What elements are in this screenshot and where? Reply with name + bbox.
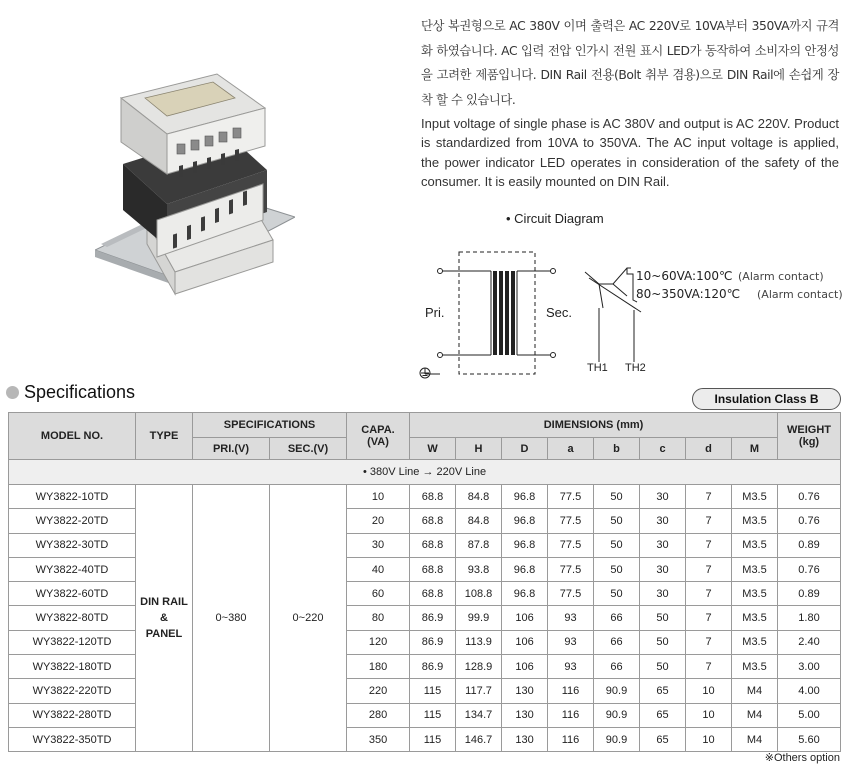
- dim-b-cell: 90.9: [594, 679, 640, 703]
- dim-c-cell: 30: [640, 533, 686, 557]
- dim-b-cell: 50: [594, 485, 640, 509]
- capa-cell: 180: [347, 655, 410, 679]
- circuit-diagram-title: • Circuit Diagram: [506, 211, 604, 226]
- capa-cell: 220: [347, 679, 410, 703]
- dim-h-cell: 108.8: [456, 582, 502, 606]
- dim-d-cell: 96.8: [502, 485, 548, 509]
- capa-cell: 120: [347, 630, 410, 654]
- table-row: [9, 557, 841, 581]
- bullet-dot-icon: [6, 386, 19, 399]
- type-line: &: [160, 612, 168, 625]
- dim-w-cell: 68.8: [410, 557, 456, 581]
- header-dimensions: DIMENSIONS (mm): [410, 413, 778, 438]
- dim-b-cell: 66: [594, 655, 640, 679]
- dim-d-small-cell: 7: [686, 509, 732, 533]
- dim-a-cell: 77.5: [548, 485, 594, 509]
- dim-c-cell: 65: [640, 703, 686, 727]
- primary-label: Pri.: [425, 305, 445, 320]
- dim-m-cell: M3.5: [732, 557, 778, 581]
- table-row: [9, 655, 841, 679]
- header-capa: [347, 413, 410, 460]
- dim-c-cell: 30: [640, 485, 686, 509]
- alarm-note-1-sub: (Alarm contact): [738, 270, 824, 283]
- header-dim-w: W: [410, 438, 456, 460]
- table-row: [9, 606, 841, 630]
- alarm-note-2: 80~350VA:120℃: [636, 287, 741, 301]
- header-pri: PRI.(V): [193, 438, 270, 460]
- dim-d-cell: 130: [502, 679, 548, 703]
- dim-w-cell: 86.9: [410, 655, 456, 679]
- circuit-diagram: [413, 238, 848, 383]
- dim-h-cell: 146.7: [456, 727, 502, 751]
- dim-d-small-cell: 7: [686, 655, 732, 679]
- insulation-class-badge: Insulation Class B: [692, 388, 841, 410]
- table-row: [9, 509, 841, 533]
- dim-d-small-cell: 10: [686, 679, 732, 703]
- dim-h-cell: 99.9: [456, 606, 502, 630]
- dim-m-cell: M3.5: [732, 582, 778, 606]
- dim-d-cell: 96.8: [502, 533, 548, 557]
- dim-c-cell: 50: [640, 606, 686, 630]
- dim-c-cell: 50: [640, 655, 686, 679]
- model-cell: WY3822-60TD: [9, 582, 136, 606]
- weight-cell: 0.76: [778, 509, 841, 533]
- dim-d-small-cell: 10: [686, 703, 732, 727]
- specifications-title: Specifications: [24, 382, 136, 402]
- sec-cell: 0~220: [270, 485, 347, 752]
- table-row: [9, 533, 841, 557]
- dim-w-cell: 68.8: [410, 485, 456, 509]
- header-type: TYPE: [136, 413, 193, 460]
- dim-d-small-cell: 7: [686, 630, 732, 654]
- dim-m-cell: M3.5: [732, 533, 778, 557]
- dim-m-cell: M4: [732, 679, 778, 703]
- weight-cell: 0.89: [778, 582, 841, 606]
- dim-d-cell: 106: [502, 630, 548, 654]
- dim-d-cell: 106: [502, 655, 548, 679]
- header-dim-m: M: [732, 438, 778, 460]
- header-model: MODEL NO.: [9, 413, 136, 460]
- header-sec: SEC.(V): [270, 438, 347, 460]
- weight-cell: 0.76: [778, 557, 841, 581]
- dim-w-cell: 115: [410, 679, 456, 703]
- weight-cell: 5.60: [778, 727, 841, 751]
- dim-h-cell: 84.8: [456, 485, 502, 509]
- dim-h-cell: 93.8: [456, 557, 502, 581]
- dim-d-small-cell: 7: [686, 582, 732, 606]
- dim-d-small-cell: 7: [686, 606, 732, 630]
- weight-cell: 4.00: [778, 679, 841, 703]
- type-line: DIN RAIL: [140, 596, 188, 609]
- dim-h-cell: 134.7: [456, 703, 502, 727]
- model-cell: WY3822-350TD: [9, 727, 136, 751]
- dim-d-small-cell: 7: [686, 485, 732, 509]
- dim-b-cell: 50: [594, 509, 640, 533]
- dim-a-cell: 93: [548, 606, 594, 630]
- dim-d-cell: 96.8: [502, 557, 548, 581]
- dim-w-cell: 68.8: [410, 509, 456, 533]
- others-option-note: ※Others option: [764, 752, 840, 764]
- capa-cell: 80: [347, 606, 410, 630]
- type-line: PANEL: [145, 628, 183, 641]
- dim-b-cell: 50: [594, 533, 640, 557]
- dim-b-cell: 50: [594, 557, 640, 581]
- dim-w-cell: 68.8: [410, 582, 456, 606]
- model-cell: WY3822-280TD: [9, 703, 136, 727]
- description-english: Input voltage of single phase is AC 380V and output is AC 220V. Product is standardized from 10VA to 350VA. The AC input voltage is applied, the power indicator LED operates in consideration of the safety of the consumer. It is easily mounted on DIN Rail.: [421, 116, 839, 189]
- secondary-label: Sec.: [546, 305, 573, 320]
- dim-b-cell: 66: [594, 630, 640, 654]
- dim-d-cell: 96.8: [502, 582, 548, 606]
- model-cell: WY3822-220TD: [9, 679, 136, 703]
- dim-a-cell: 77.5: [548, 557, 594, 581]
- dim-a-cell: 93: [548, 655, 594, 679]
- model-cell: WY3822-120TD: [9, 630, 136, 654]
- type-cell: [136, 485, 193, 752]
- dim-c-cell: 65: [640, 679, 686, 703]
- specifications-header: [6, 382, 135, 403]
- header-dim-h: H: [456, 438, 502, 460]
- header-weight-label: WEIGHT: [787, 424, 832, 436]
- table-row: [9, 485, 841, 509]
- dim-a-cell: 93: [548, 630, 594, 654]
- capa-cell: 30: [347, 533, 410, 557]
- dim-d-small-cell: 10: [686, 727, 732, 751]
- header-capa-label: CAPA.: [361, 424, 395, 436]
- header-dim-c: c: [640, 438, 686, 460]
- table-row: [9, 727, 841, 751]
- dim-h-cell: 84.8: [456, 509, 502, 533]
- model-cell: WY3822-30TD: [9, 533, 136, 557]
- table-row: [9, 679, 841, 703]
- dim-b-cell: 90.9: [594, 727, 640, 751]
- dim-c-cell: 30: [640, 509, 686, 533]
- dim-b-cell: 66: [594, 606, 640, 630]
- capa-cell: 280: [347, 703, 410, 727]
- dim-a-cell: 116: [548, 679, 594, 703]
- dim-h-cell: 128.9: [456, 655, 502, 679]
- group-label: • 380V Line → 220V Line: [9, 460, 841, 485]
- dim-w-cell: 115: [410, 727, 456, 751]
- th1-label: TH1: [587, 362, 608, 374]
- header-weight-unit: (kg): [798, 436, 820, 448]
- dim-d-small-cell: 7: [686, 533, 732, 557]
- dim-m-cell: M4: [732, 727, 778, 751]
- capa-cell: 60: [347, 582, 410, 606]
- header-capa-unit: (VA): [367, 436, 389, 448]
- dim-w-cell: 68.8: [410, 533, 456, 557]
- dim-m-cell: M3.5: [732, 655, 778, 679]
- weight-cell: 5.00: [778, 703, 841, 727]
- weight-cell: 3.00: [778, 655, 841, 679]
- dim-w-cell: 86.9: [410, 630, 456, 654]
- dim-w-cell: 115: [410, 703, 456, 727]
- model-cell: WY3822-20TD: [9, 509, 136, 533]
- capa-cell: 20: [347, 509, 410, 533]
- model-cell: WY3822-40TD: [9, 557, 136, 581]
- dim-a-cell: 77.5: [548, 533, 594, 557]
- dim-d-cell: 130: [502, 703, 548, 727]
- dim-h-cell: 117.7: [456, 679, 502, 703]
- weight-cell: 0.89: [778, 533, 841, 557]
- dim-d-cell: 96.8: [502, 509, 548, 533]
- capa-cell: 350: [347, 727, 410, 751]
- dim-m-cell: M3.5: [732, 509, 778, 533]
- dim-a-cell: 77.5: [548, 509, 594, 533]
- dim-c-cell: 30: [640, 557, 686, 581]
- capa-cell: 10: [347, 485, 410, 509]
- dim-d-small-cell: 7: [686, 557, 732, 581]
- weight-cell: 2.40: [778, 630, 841, 654]
- product-image: [95, 72, 295, 310]
- dim-a-cell: 116: [548, 727, 594, 751]
- dim-m-cell: M3.5: [732, 630, 778, 654]
- dim-b-cell: 90.9: [594, 703, 640, 727]
- pri-cell: 0~380: [193, 485, 270, 752]
- weight-cell: 1.80: [778, 606, 841, 630]
- dim-a-cell: 77.5: [548, 582, 594, 606]
- model-cell: WY3822-180TD: [9, 655, 136, 679]
- dim-m-cell: M3.5: [732, 485, 778, 509]
- dim-c-cell: 65: [640, 727, 686, 751]
- th2-label: TH2: [625, 362, 646, 374]
- header-weight: [778, 413, 841, 460]
- alarm-note-2-sub: (Alarm contact): [757, 288, 843, 301]
- table-row: [9, 582, 841, 606]
- table-row: [9, 703, 841, 727]
- header-specifications: SPECIFICATIONS: [193, 413, 347, 438]
- header-dim-d-small: d: [686, 438, 732, 460]
- model-cell: WY3822-80TD: [9, 606, 136, 630]
- dim-d-cell: 106: [502, 606, 548, 630]
- alarm-note-1: 10~60VA:100℃: [636, 269, 733, 283]
- specifications-table: [8, 412, 841, 752]
- dim-m-cell: M4: [732, 703, 778, 727]
- dim-d-cell: 130: [502, 727, 548, 751]
- dim-h-cell: 113.9: [456, 630, 502, 654]
- header-dim-a: a: [548, 438, 594, 460]
- model-cell: WY3822-10TD: [9, 485, 136, 509]
- table-row: [9, 630, 841, 654]
- dim-c-cell: 50: [640, 630, 686, 654]
- description-korean: 단상 복권형으로 AC 380V 이며 출력은 AC 220V로 10VA부터 350VA까지 규격화 하였습니다. AC 입력 전압 인가시 전원 표시 LED가 동작하여 소비자의 안정성을 고려한 제품입니다. DIN Rail 전용(Bolt 취부 겸용)으로 DIN Rail에 손쉽게 장착 할 수 있습니다.: [421, 19, 839, 107]
- dim-h-cell: 87.8: [456, 533, 502, 557]
- dim-a-cell: 116: [548, 703, 594, 727]
- dim-c-cell: 30: [640, 582, 686, 606]
- weight-cell: 0.76: [778, 485, 841, 509]
- capa-cell: 40: [347, 557, 410, 581]
- dim-w-cell: 86.9: [410, 606, 456, 630]
- header-dim-d: D: [502, 438, 548, 460]
- dim-b-cell: 50: [594, 582, 640, 606]
- header-dim-b: b: [594, 438, 640, 460]
- dim-m-cell: M3.5: [732, 606, 778, 630]
